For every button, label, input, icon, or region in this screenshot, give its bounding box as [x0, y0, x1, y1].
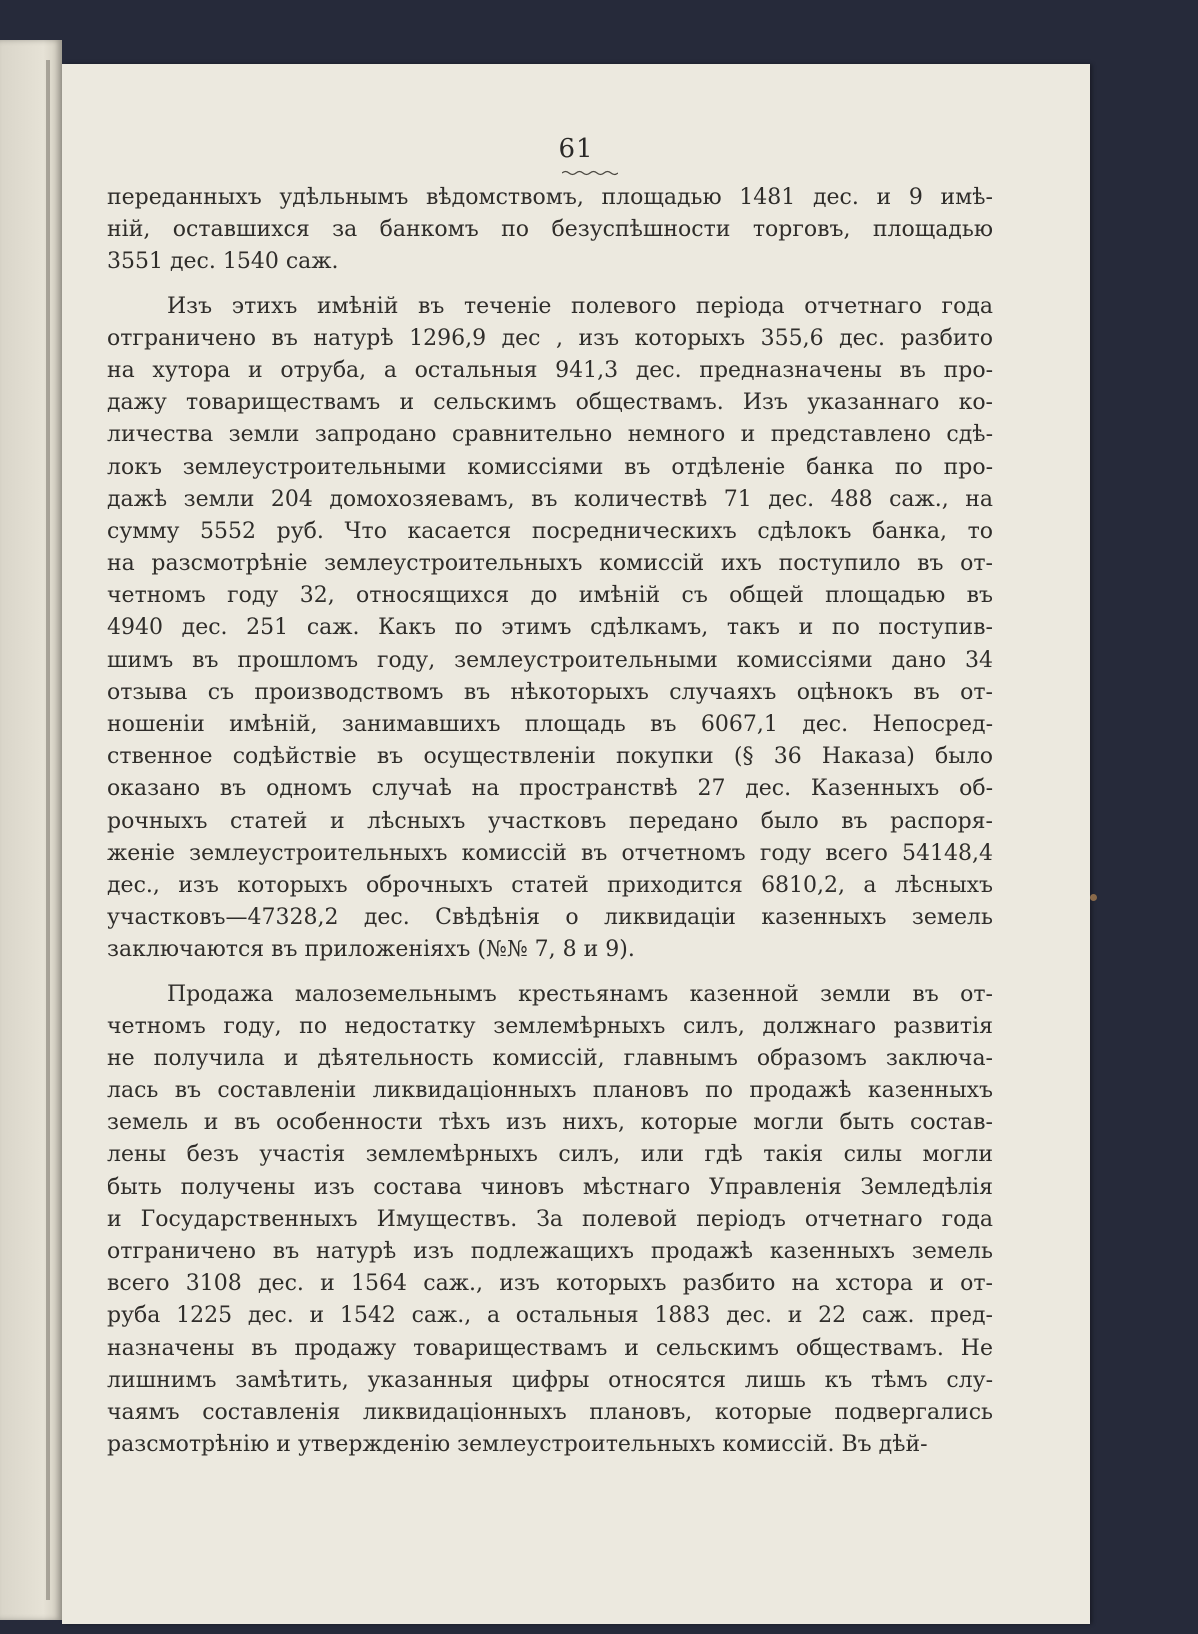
paragraph — [107, 182, 993, 279]
text-line: лась въ составленіи ликвидаціонныхъ плановъ по продажѣ казенныхъ — [107, 1078, 993, 1104]
text-line: разсмотрѣнію и утвержденію землеустроительныхъ комиссій. Въ дѣй- — [107, 1432, 928, 1458]
text-line: всего 3108 дес. и 1564 саж., изъ которыхъ разбито на хстора и от- — [107, 1271, 993, 1297]
text-line: чаямъ составленія ликвидаціонныхъ плановъ, которые подвергались — [107, 1399, 993, 1425]
paragraph-gap — [107, 967, 993, 979]
text-line: отграничено въ натурѣ изъ подлежащихъ продажѣ казенныхъ земель — [107, 1239, 993, 1264]
text-line: ній, оставшихся за банкомъ по безуспѣшности торговъ, площадью — [107, 217, 993, 243]
book-gutter — [46, 60, 50, 1600]
left-page-edge — [0, 40, 62, 1620]
text-line: рочныхъ статей и лѣсныхъ участковъ передано было въ распоря- — [107, 808, 993, 834]
text-line: отзыва съ производствомъ въ нѣкоторыхъ случаяхъ оцѣнокъ въ от- — [107, 679, 993, 705]
text-line: отграничено въ натурѣ 1296,9 дес , изъ которыхъ 355,6 дес. разбито — [107, 325, 993, 351]
text-line: участковъ—47328,2 дес. Свѣдѣнія о ликвидаціи казенныхъ земель — [107, 905, 993, 931]
text-line: на хутора и отруба, а остальныя 941,3 дес. предназначены въ про- — [107, 357, 993, 383]
text-line: дажу товариществамъ и сельскимъ обществамъ. Изъ указаннаго ко- — [107, 390, 993, 416]
text-line: назначены въ продажу товариществамъ и сельскимъ обществамъ. Не — [107, 1335, 993, 1361]
paragraph-gap — [107, 279, 993, 291]
text-line: 4940 дес. 251 саж. Какъ по этимъ сдѣлкамъ, такъ и по поступив- — [107, 615, 993, 641]
text-line: женіе землеустроительныхъ комиссій въ отчетномъ году всего 54148,4 — [107, 840, 993, 866]
page-number: 61 — [558, 134, 594, 164]
book-page — [62, 64, 1090, 1624]
text-line: ственное содѣйствіе въ осуществленіи покупки (§ 36 Наказа) было — [107, 744, 993, 770]
text-line: земель и въ особенности тѣхъ изъ нихъ, которые могли быть состав- — [107, 1110, 993, 1136]
text-line: сумму 5552 руб. Что касается посредническихъ сдѣлокъ банка, то — [107, 518, 993, 544]
text-line: лишнимъ замѣтить, указанныя цифры относятся лишь къ тѣмъ слу- — [107, 1367, 993, 1393]
text-line: четномъ году, по недостатку землемѣрныхъ силъ, должнаго развитія — [107, 1013, 993, 1039]
text-line: четномъ году 32, относящихся до имѣній съ общей площадью въ — [107, 583, 993, 609]
text-line: личества земли запродано сравнительно немного и представлено сдѣ- — [107, 422, 993, 448]
paper-spot — [1090, 894, 1097, 901]
text-line: Изъ этихъ имѣній въ теченіе полевого періода отчетнаго года — [167, 293, 993, 319]
text-line: дес., изъ которыхъ оброчныхъ статей приходится 6810,2, а лѣсныхъ — [107, 872, 993, 898]
paragraph — [107, 291, 993, 967]
text-line: не получила и дѣятельность комиссій, главнымъ образомъ заключа- — [107, 1045, 993, 1071]
page-number-ornament — [562, 170, 618, 176]
paragraph — [107, 979, 993, 1462]
text-line: и Государственныхъ Имуществъ. За полевой періодъ отчетнаго года — [107, 1206, 993, 1232]
text-line: локъ землеустроительными комиссіями въ отдѣленіе банка по про- — [107, 454, 993, 480]
text-line: руба 1225 дес. и 1542 саж., а остальныя 1883 дес. и 22 саж. пред- — [107, 1303, 993, 1329]
text-line: заключаются въ приложеніяхъ (№№ 7, 8 и 9). — [107, 937, 635, 963]
body-text — [107, 182, 993, 1461]
text-line: оказано въ одномъ случаѣ на пространствѣ 27 дес. Казенныхъ об- — [107, 776, 993, 802]
text-line: ношеніи имѣній, занимавшихъ площадь въ 6067,1 дес. Непосред- — [107, 712, 993, 737]
text-line: шимъ въ прошломъ году, землеустроительными комиссіями дано 34 — [107, 647, 993, 673]
text-line: на разсмотрѣніе землеустроительныхъ комиссій ихъ поступило въ от- — [107, 551, 993, 577]
text-line: Продажа малоземельнымъ крестьянамъ казенной земли въ от- — [167, 981, 993, 1007]
text-line: 3551 дес. 1540 саж. — [107, 249, 339, 275]
text-line: быть получены изъ состава чиновъ мѣстнаго Управленія Земледѣлія — [107, 1174, 993, 1200]
text-line: переданныхъ удѣльнымъ вѣдомствомъ, площадью 1481 дес. и 9 имѣ- — [107, 185, 993, 210]
text-line: лены безъ участія землемѣрныхъ силъ, или гдѣ такія силы могли — [107, 1142, 993, 1168]
text-line: дажѣ земли 204 домохозяевамъ, въ количествѣ 71 дес. 488 саж., на — [107, 486, 993, 512]
